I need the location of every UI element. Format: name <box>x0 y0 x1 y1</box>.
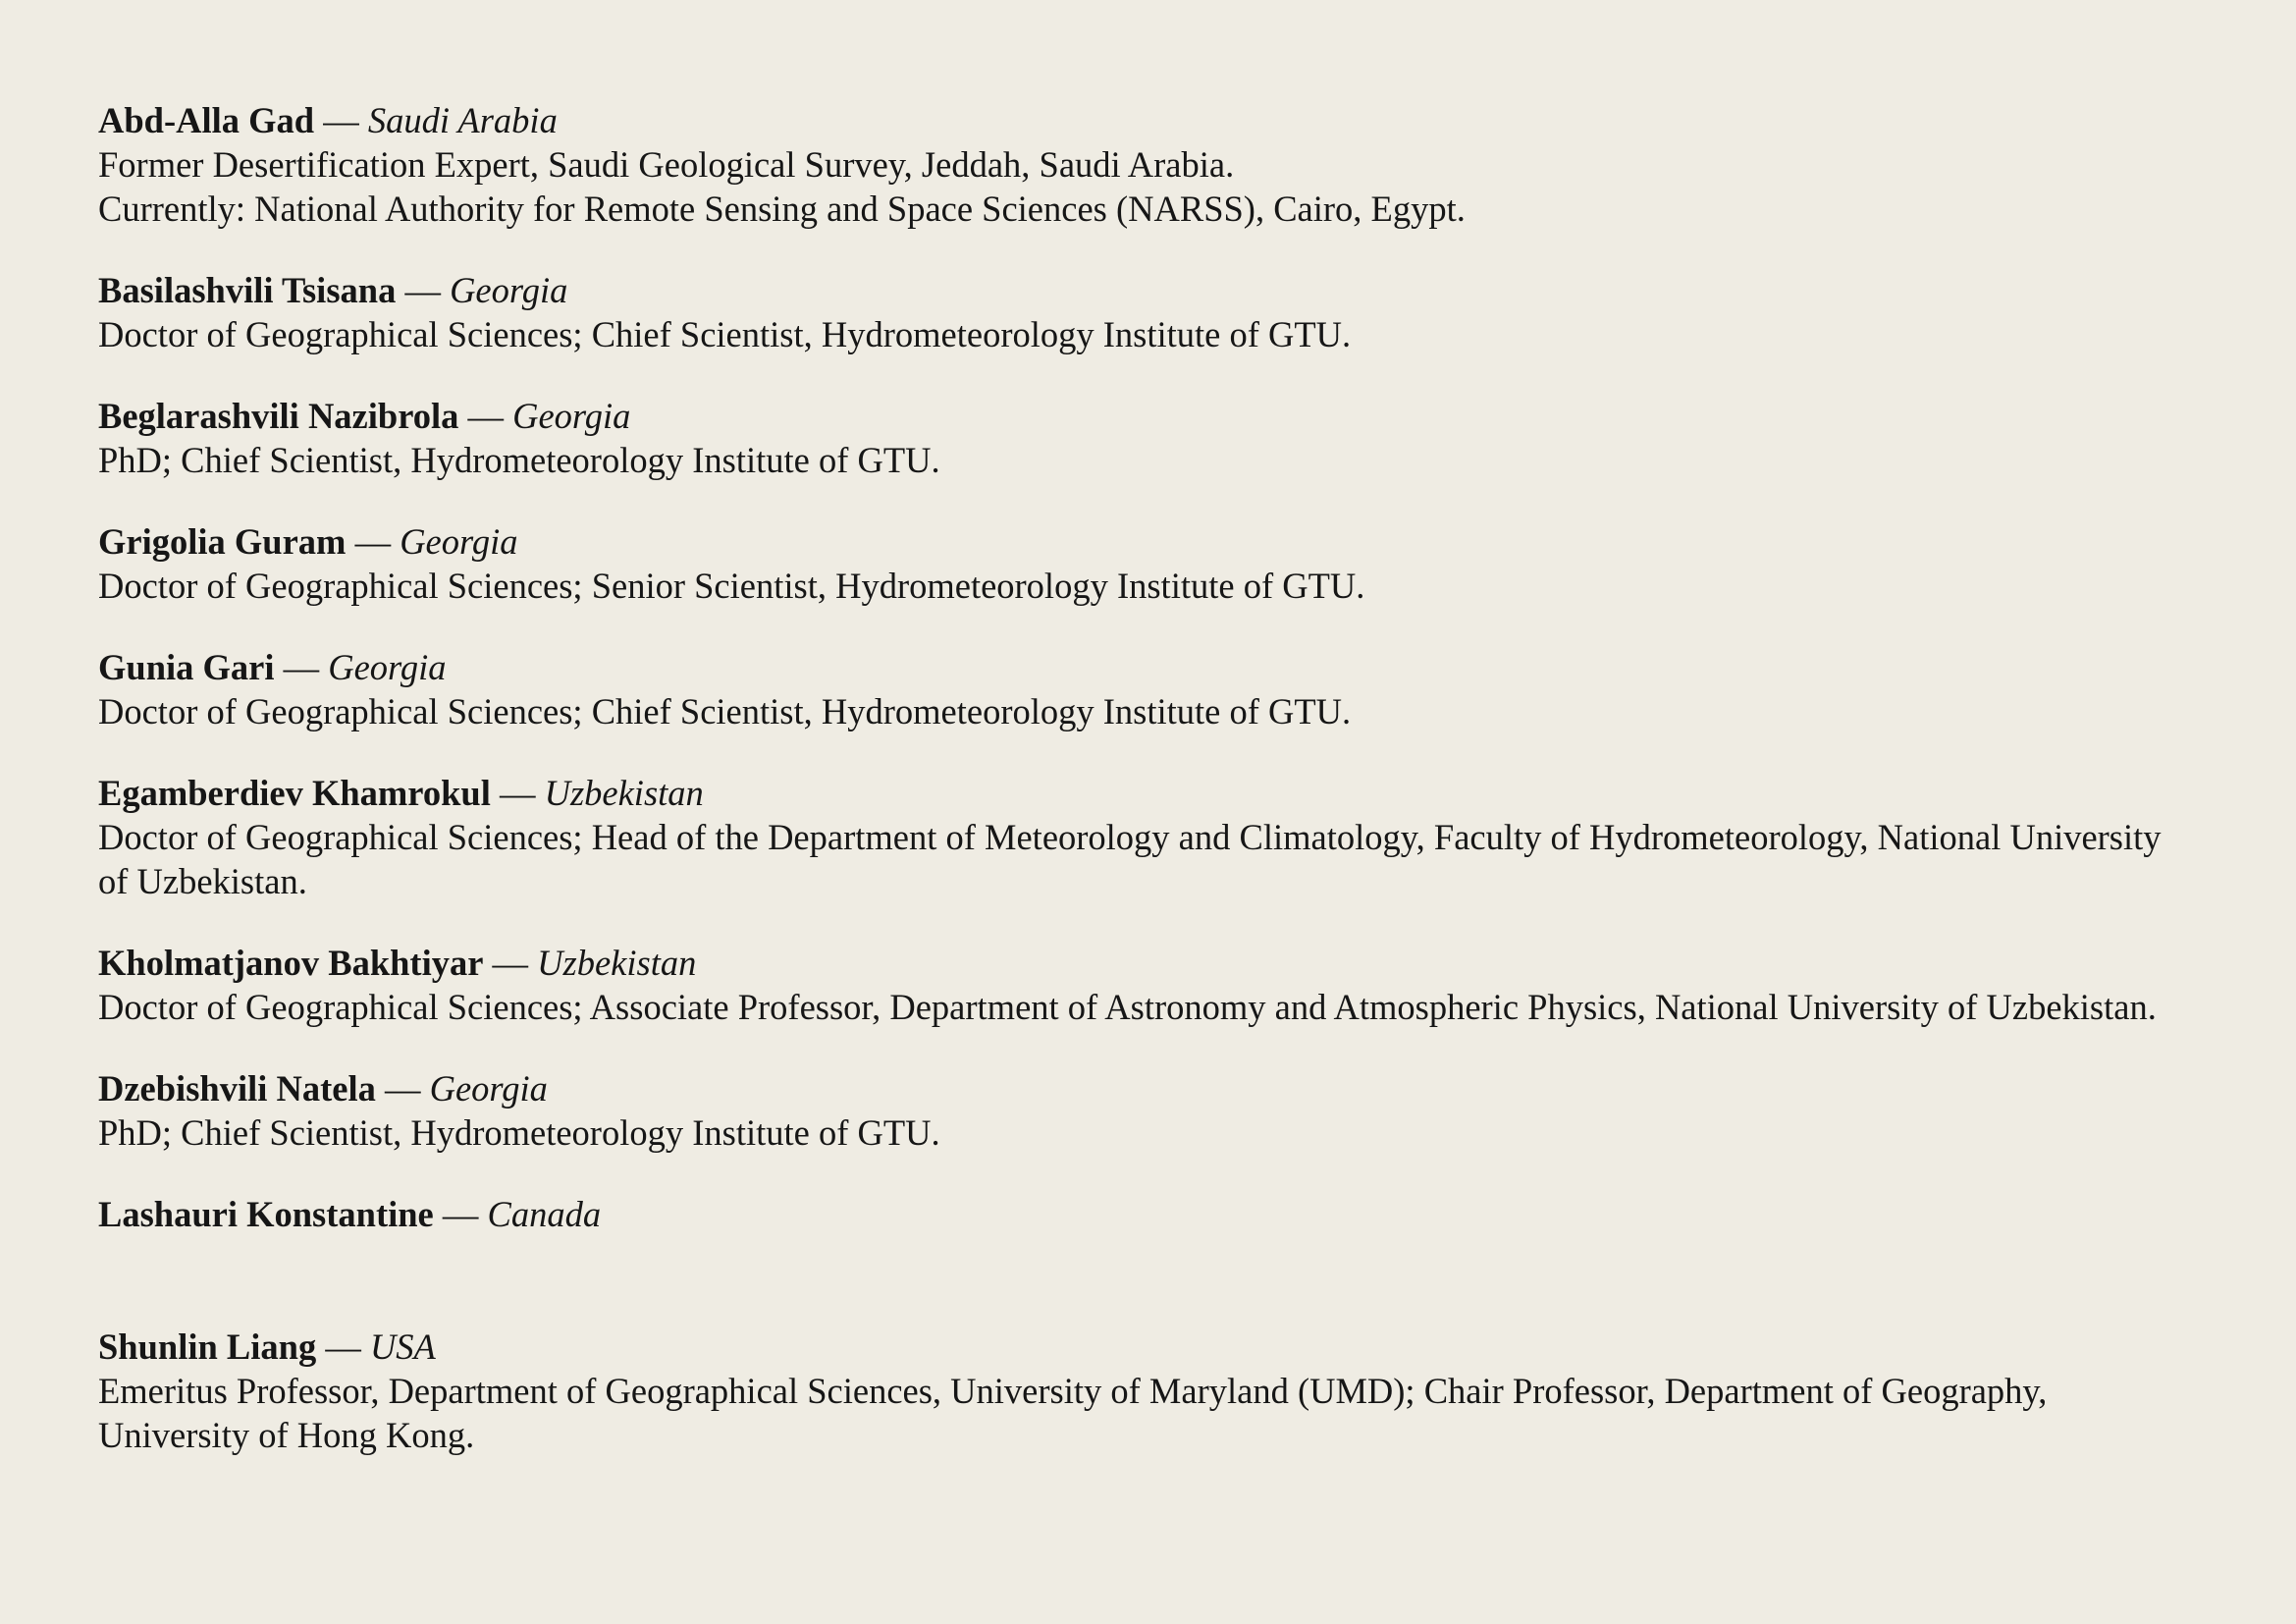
affiliation-line: PhD; Chief Scientist, Hydrometeorology Institute of GTU. <box>98 1112 940 1153</box>
author-name: Gunia Gari <box>98 647 275 687</box>
separator-dash: — <box>396 270 451 310</box>
author-entry <box>98 1192 2198 1236</box>
author-country: Uzbekistan <box>537 943 697 983</box>
author-header <box>98 98 2198 142</box>
affiliation-line: Doctor of Geographical Sciences; Chief Scientist, Hydrometeorology Institute of GTU. <box>98 691 1352 731</box>
author-country: Georgia <box>328 647 447 687</box>
affiliation-line: Currently: National Authority for Remote Sensing and Space Sciences (NARSS), Cairo, Egypt. <box>98 189 1466 229</box>
author-header <box>98 1325 2198 1369</box>
affiliation-line: Doctor of Geographical Sciences; Chief Scientist, Hydrometeorology Institute of GTU. <box>98 314 1352 354</box>
separator-dash: — <box>314 100 368 140</box>
separator-dash: — <box>274 647 329 687</box>
author-affiliation <box>98 142 2198 231</box>
author-affiliation <box>98 1110 2198 1155</box>
author-name: Basilashvili Tsisana <box>98 270 397 310</box>
author-entry <box>98 771 2198 903</box>
author-header <box>98 645 2198 689</box>
author-name: Lashauri Konstantine <box>98 1194 434 1234</box>
affiliation-line: Doctor of Geographical Sciences; Head of the Department of Meteorology and Climatology, Faculty of Hydrometeorology, National University of Uzbekistan. <box>98 817 2162 901</box>
author-entry <box>98 1066 2198 1155</box>
author-affiliation <box>98 815 2198 903</box>
author-name: Dzebishvili Natela <box>98 1068 376 1109</box>
author-entry <box>98 1325 2198 1457</box>
separator-dash: — <box>316 1326 370 1367</box>
separator-dash: — <box>490 773 545 813</box>
author-entry <box>98 394 2198 482</box>
author-entry <box>98 268 2198 356</box>
separator-dash: — <box>346 521 400 562</box>
author-header <box>98 268 2198 312</box>
author-name: Abd-Alla Gad <box>98 100 315 140</box>
author-entry <box>98 519 2198 608</box>
author-affiliation <box>98 564 2198 608</box>
author-header <box>98 519 2198 564</box>
author-country: Georgia <box>429 1068 548 1109</box>
author-name: Kholmatjanov Bakhtiyar <box>98 943 484 983</box>
author-affiliation <box>98 1369 2198 1457</box>
author-country: Georgia <box>512 396 631 436</box>
author-affiliation <box>98 689 2198 733</box>
author-header <box>98 1192 2198 1236</box>
author-affiliation <box>98 312 2198 356</box>
author-name: Egamberdiev Khamrokul <box>98 773 491 813</box>
author-affiliation <box>98 985 2198 1029</box>
affiliation-line: Emeritus Professor, Department of Geographical Sciences, University of Maryland (UMD); Chair Professor, Department of Geography, University of Hong Kong. <box>98 1371 2048 1455</box>
separator-dash: — <box>483 943 538 983</box>
affiliation-line: Doctor of Geographical Sciences; Senior Scientist, Hydrometeorology Institute of GTU. <box>98 566 1365 606</box>
separator-dash: — <box>433 1194 488 1234</box>
author-country: Uzbekistan <box>544 773 704 813</box>
author-name: Beglarashvili Nazibrola <box>98 396 459 436</box>
author-header <box>98 941 2198 985</box>
author-header <box>98 394 2198 438</box>
author-country: Canada <box>487 1194 602 1234</box>
author-entry <box>98 941 2198 1029</box>
author-name: Grigolia Guram <box>98 521 347 562</box>
author-country: Georgia <box>400 521 518 562</box>
separator-dash: — <box>458 396 513 436</box>
author-header <box>98 771 2198 815</box>
author-entry <box>98 98 2198 231</box>
separator-dash: — <box>375 1068 430 1109</box>
author-affiliation <box>98 438 2198 482</box>
author-entry <box>98 645 2198 733</box>
author-country: Georgia <box>450 270 568 310</box>
author-country: USA <box>369 1326 436 1367</box>
affiliation-line: Doctor of Geographical Sciences; Associate Professor, Department of Astronomy and Atmospheric Physics, National University of Uzbekistan. <box>98 987 2157 1027</box>
affiliation-line: PhD; Chief Scientist, Hydrometeorology Institute of GTU. <box>98 440 940 480</box>
author-country: Saudi Arabia <box>367 100 558 140</box>
author-name: Shunlin Liang <box>98 1326 317 1367</box>
author-header <box>98 1066 2198 1110</box>
affiliation-line: Former Desertification Expert, Saudi Geological Survey, Jeddah, Saudi Arabia. <box>98 144 1235 185</box>
